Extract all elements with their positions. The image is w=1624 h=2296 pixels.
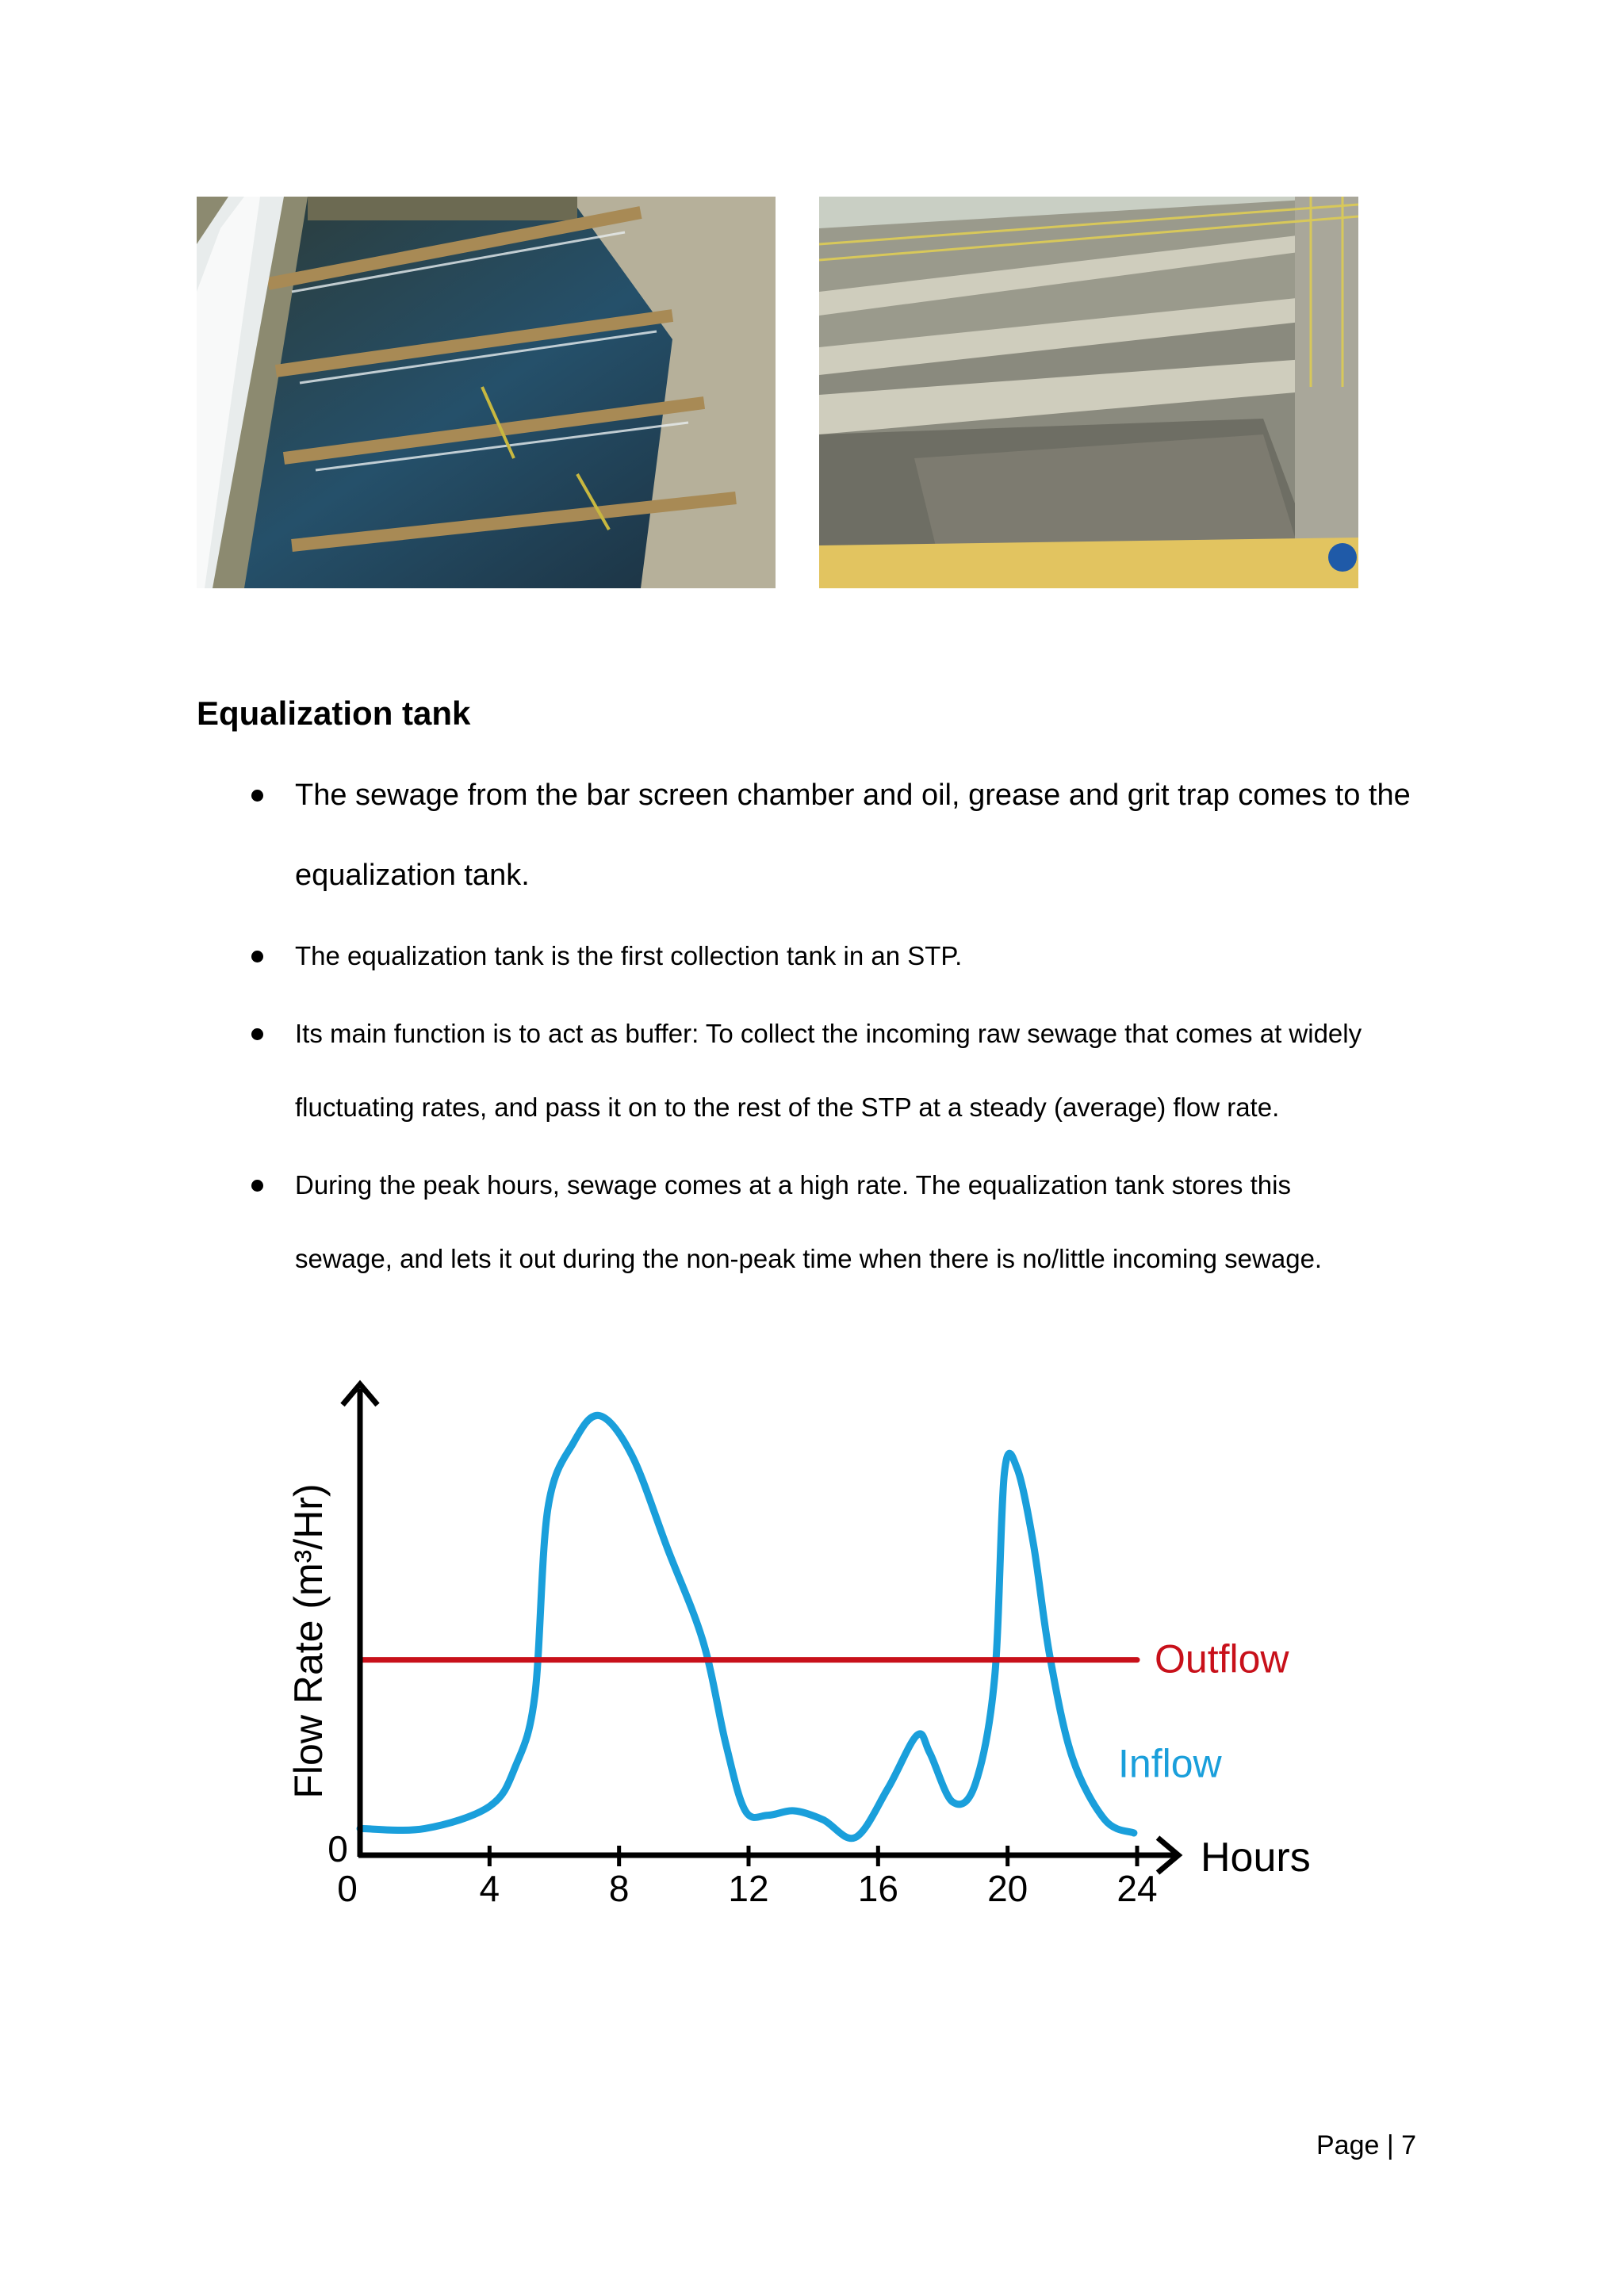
- bullet-marker: [251, 1180, 263, 1192]
- series-label-inflow: Inflow: [1118, 1741, 1222, 1786]
- x-tick-label: 8: [608, 1868, 630, 1909]
- y-tick-label: 0: [327, 1828, 348, 1869]
- bullet-3-line-2: fluctuating rates, and pass it on to the rest of the STP at a steady (average) flow rate.: [295, 1093, 1280, 1122]
- bullet-4-line-2: sewage, and lets it out during the non-peak time when there is no/little incoming sewage.: [295, 1244, 1323, 1273]
- bullet-2-line-1: The equalization tank is the first collection tank in an STP.: [295, 941, 963, 970]
- x-tick-label: 0: [337, 1868, 358, 1909]
- bullet-1-line-1: The sewage from the bar screen chamber and oil, grease and grit trap comes to the: [295, 779, 1411, 812]
- x-axis-label: Hours: [1201, 1835, 1311, 1881]
- bullet-4-line-1: During the peak hours, sewage comes at a high rate. The equalization tank stores this: [295, 1170, 1291, 1200]
- flow-rate-chart: [278, 1380, 1332, 1950]
- bullet-marker: [251, 951, 263, 962]
- series-line-inflow: [360, 1415, 1134, 1838]
- bullet-marker: [251, 790, 263, 802]
- page-number: Page | 7: [1316, 2130, 1417, 2160]
- bullet-marker: [251, 1028, 263, 1040]
- x-tick-label: 12: [728, 1868, 769, 1909]
- x-tick-label: 20: [987, 1868, 1028, 1909]
- bullet-3-line-1: Its main function is to act as buffer: To collect the incoming raw sewage that comes at widely: [295, 1019, 1362, 1048]
- bullet-1-line-2: equalization tank.: [295, 859, 530, 892]
- x-tick-label: 4: [479, 1868, 500, 1909]
- x-tick-label: 24: [1116, 1868, 1158, 1909]
- photo-bar-screen-chamber: [197, 197, 776, 588]
- y-axis-label: Flow Rate (m³/Hr): [286, 1483, 331, 1799]
- x-tick-label: 16: [857, 1868, 898, 1909]
- photo-settling-tanks: [819, 197, 1358, 588]
- section-heading: Equalization tank: [197, 695, 471, 732]
- series-label-outflow: Outflow: [1155, 1636, 1289, 1682]
